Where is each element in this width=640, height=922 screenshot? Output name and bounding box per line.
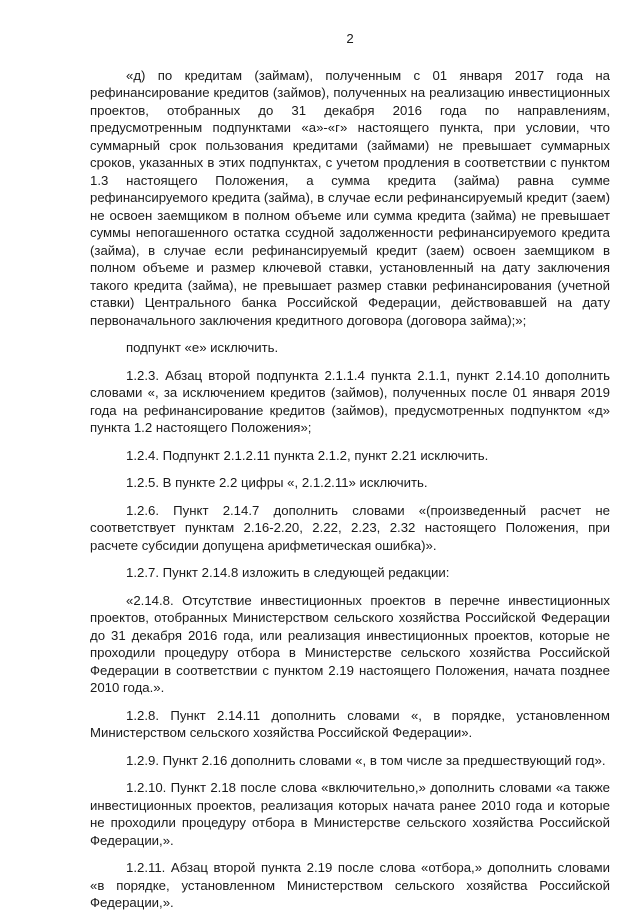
paragraph-1-2-8: 1.2.8. Пункт 2.14.11 дополнить словами «, в порядке, установленном Министерством сельского хозяйства Российской Федерации». [90, 707, 610, 740]
document-page [90, 30, 610, 922]
paragraph-1-2-9: 1.2.9. Пункт 2.16 дополнить словами «, в том числе за предшествующий год». [126, 752, 606, 768]
paragraph-subitem-e-removal: подпункт «е» исключить. [126, 340, 279, 355]
paragraph-1-2-3: 1.2.3. Абзац второй подпункта 2.1.1.4 пункта 2.1.1, пункт 2.14.10 дополнить словами «, за исключением кредитов (займов), полученных после 01 января 2019 года на рефинансирование кредитов (займов), предусмотренных подпунктом «д» пункта 1.2 настоящего Положения»; [90, 367, 610, 435]
paragraph-1-2-6: 1.2.6. Пункт 2.14.7 дополнить словами «(произведенный расчет не соответствует пунктам 2.16-2.20, 2.22, 2.23, 2.32 настоящего Положения, при расчете субсидии допущена арифметическая ошибка)». [90, 502, 610, 553]
paragraph-1-2-10: 1.2.10. Пункт 2.18 после слова «включительно,» дополнить словами «а также инвестиционных проектов, реализация которых начата ранее 2010 года и которые не проходили процедуру отбора в Министерстве сельского хозяйства Российской Федерации,». [90, 780, 610, 848]
paragraph-1-2-5: 1.2.5. В пункте 2.2 цифры «, 2.1.2.11» исключить. [126, 475, 428, 490]
paragraph-2-14-8-text: «2.14.8. Отсутствие инвестиционных проектов в перечне инвестиционных проектов, отобранных Министерством сельского хозяйства Российской Федерации до 31 декабря 2016 года, или реализация инвестиционных проектов, которые не проходили процедуру отбора в Министерстве сельского хозяйства Российской Федерации в соответствии с пунктом 2.19 настоящего Положения, начата позднее 2010 года.». [90, 592, 610, 695]
paragraph-subitem-d: «д) по кредитам (займам), полученным с 01 января 2017 года на рефинансирование кредитов (займов), полученных на реализацию инвестиционных проектов, отобранных до 31 декабря 2016 года по направлениям, предусмотренным подпунктами «а»-«г» настоящего пункта, при условии, что суммарный срок пользования кредитами (займами) не превышает суммарных сроков, указанных в этих подпунктах, с учетом продления в соответствии с пунктом 1.3 настоящего Положения, а сумма кредита (займа) равна сумме рефинансируемого кредита (займа), в случае если рефинансируемый кредит (заем) не освоен заемщиком в полном объеме или сумма кредита (займа) не превышает суммы непогашенного остатка ссудной задолженности рефинансируемого кредита (займа), в случае если рефинансируемый кредит (заем) освоен заемщиком в полном объеме и размер ключевой ставки, установленный на дату заключения такого кредита (займа), не превышает размер ставки рефинансирования (учетной ставки) Центрального банка Российской Федерации, действовавшей на дату первоначального заключения кредитного договора (договора займа);»; [90, 67, 610, 328]
page-number: 2 [346, 31, 354, 46]
paragraph-1-2-7: 1.2.7. Пункт 2.14.8 изложить в следующей редакции: [126, 565, 450, 580]
paragraph-1-2-11: 1.2.11. Абзац второй пункта 2.19 после слова «отбора,» дополнить словами «в порядке, установленном Министерством сельского хозяйства Российской Федерации,». [90, 860, 610, 910]
paragraph-1-2-4: 1.2.4. Подпункт 2.1.2.11 пункта 2.1.2, пункт 2.21 исключить. [126, 447, 489, 463]
